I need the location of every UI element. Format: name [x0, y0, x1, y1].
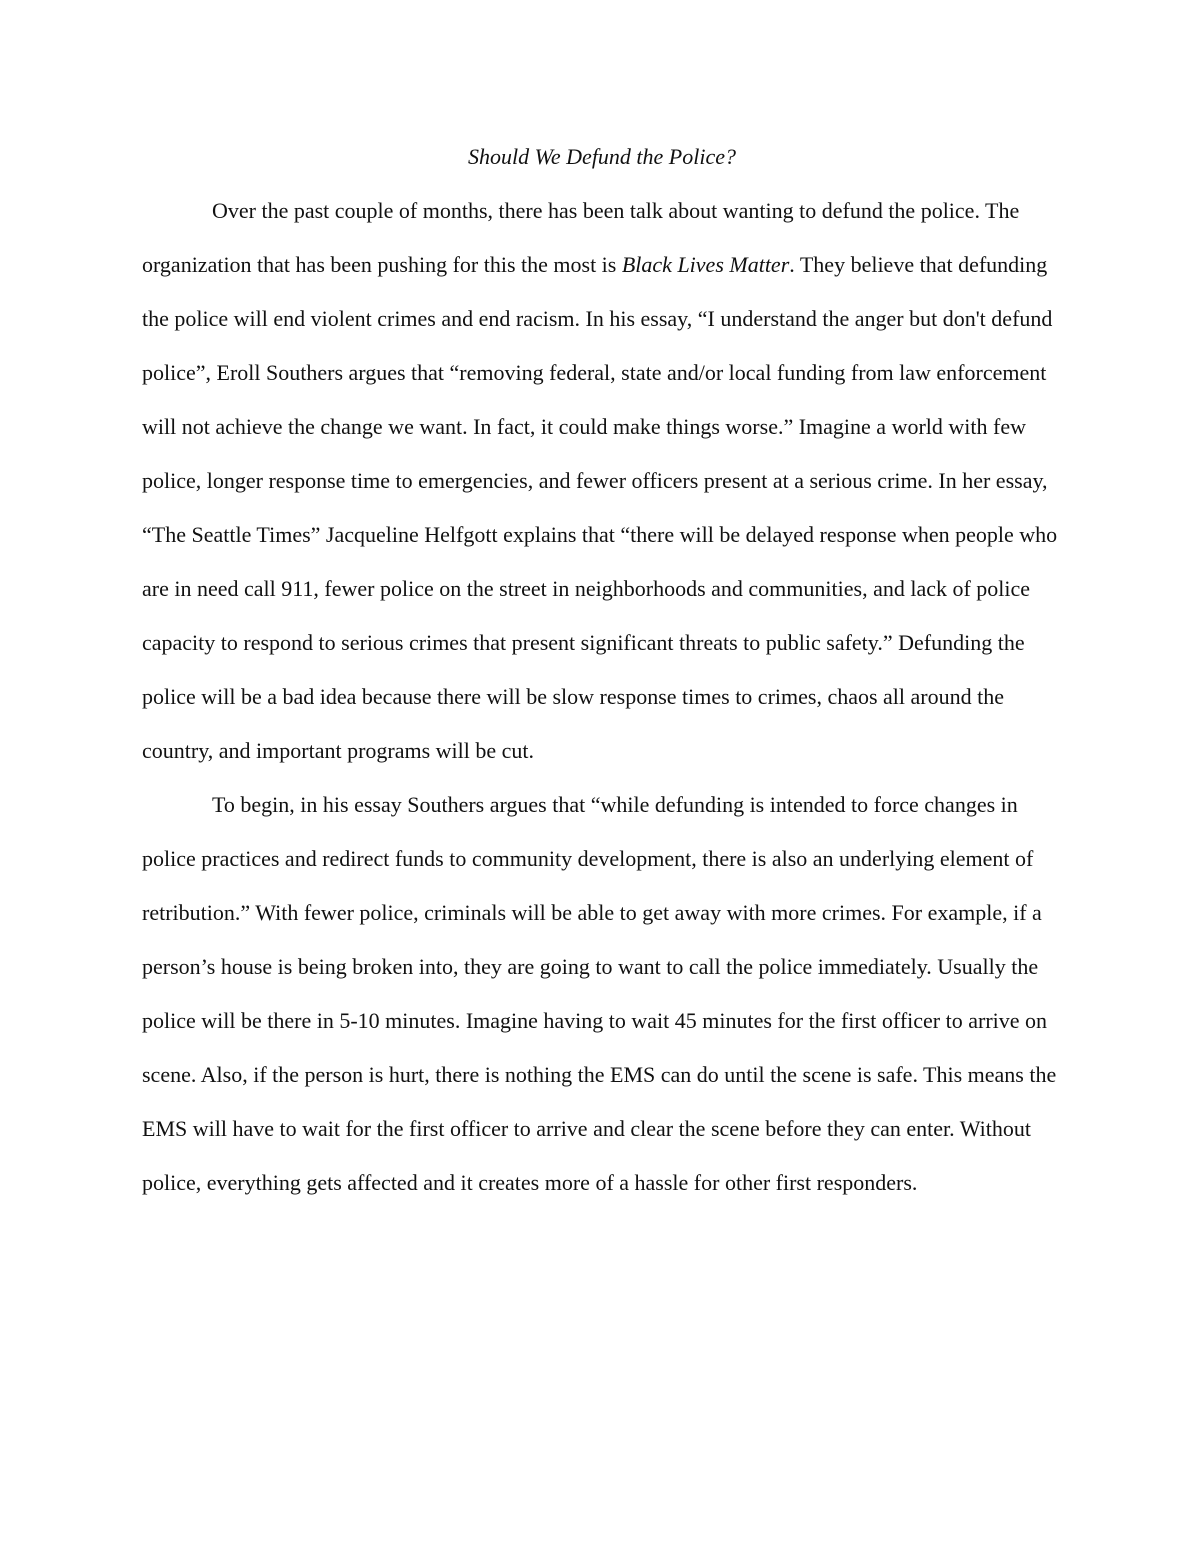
paragraph-1 [142, 184, 1062, 778]
document-body [142, 130, 1062, 1210]
document-title: Should We Defund the Police? [467, 144, 737, 169]
paragraph-1-text-1: Over the past couple of months, there has been talk about wanting to defund the police. The organization that has been pushing for this the most is [142, 198, 1020, 277]
paragraph-1-italic-org: Black Lives Matter [621, 252, 790, 277]
paragraph-2-text-1: To begin, in his essay Southers argues that “while defunding is intended to force changes in police practices and redirect funds to community development, there is also an underlying element of retribution.” With fewer police, criminals will be able to get away with more crimes. For example, if a person’s house is being broken into, they are going to want to call the police immediately. Usually the police will be there in 5-10 minutes. Imagine having to wait 45 minutes for the first officer to arrive on scene. Also, if the person is hurt, there is nothing the EMS can do until the scene is safe. This means the EMS will have to wait for the first officer to arrive and clear the scene before they can enter. Without police, everything gets affected and it creates more of a hassle for other first responders. [142, 792, 1057, 1195]
paragraph-1-text-2: . They believe that defunding the police will end violent crimes and end racism. In his essay, “I understand the anger but don't defund police”, Eroll Southers argues that “removing federal, state and/or local funding from law enforcement will not achieve the change we want. In fact, it could make things worse.” Imagine a world with few police, longer response time to emergencies, and fewer officers present at a serious crime. In her essay, “The Seattle Times” Jacqueline Helfgott explains that “there will be delayed response when people who are in need call 911, fewer police on the street in neighborhoods and communities, and lack of police capacity to respond to serious crimes that present significant threats to public safety.” Defunding the police will be a bad idea because there will be slow response times to crimes, chaos all around the country, and important programs will be cut. [142, 252, 1058, 763]
paragraph-2 [142, 778, 1062, 1210]
